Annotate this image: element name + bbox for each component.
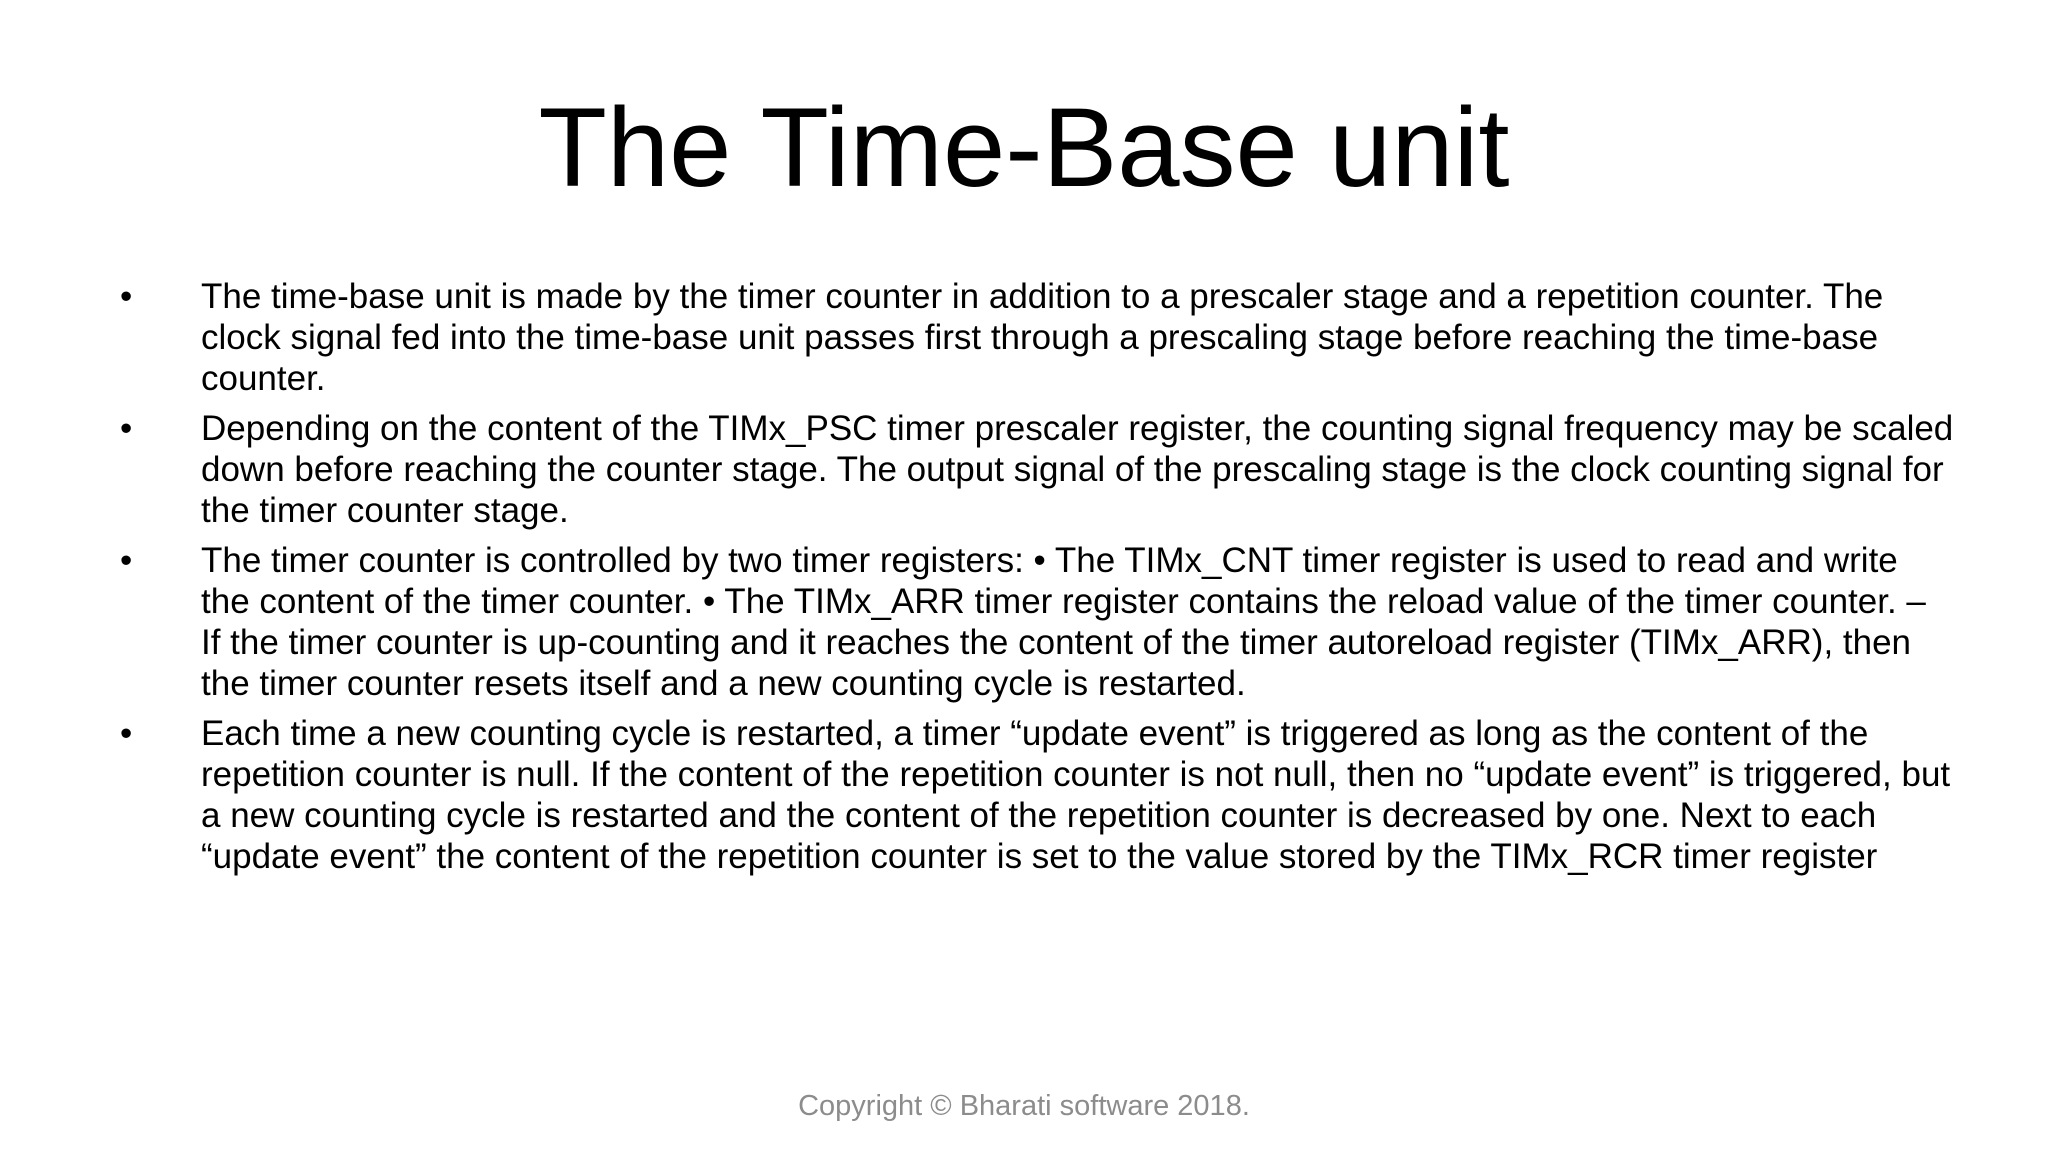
bullet-marker: • — [120, 714, 133, 753]
bullet-text: Depending on the content of the TIMx_PSC timer prescaler register, the counting signal frequency may be scaled down before reaching the counter stage. The output signal of the prescaling stage is the clock counting signal for the timer counter stage. — [201, 409, 1954, 530]
bullet-item — [114, 408, 1954, 531]
bullet-marker: • — [120, 409, 133, 448]
slide-title: The Time-Base unit — [538, 85, 1510, 210]
bullet-marker: • — [120, 541, 133, 580]
copyright-footer: Copyright © Bharati software 2018. — [798, 1090, 1250, 1122]
bullet-text: The timer counter is controlled by two timer registers: • The TIMx_CNT timer register is used to read and write the content of the timer counter. • The TIMx_ARR timer register contains the reload value of the timer counter. – If the timer counter is up-counting and it reaches the content of the timer autoreload register (TIMx_ARR), then the timer counter resets itself and a new counting cycle is restarted. — [201, 541, 1926, 703]
bullet-item — [114, 540, 1954, 704]
bullet-text: The time-base unit is made by the timer counter in addition to a prescaler stage and a repetition counter. The clock signal fed into the time-base unit passes first through a prescaling stage before reaching the time-base counter. — [201, 277, 1884, 398]
bullet-text: Each time a new counting cycle is restarted, a timer “update event” is triggered as long as the content of the repetition counter is null. If the content of the repetition counter is not null, then no “update event” is triggered, but a new counting cycle is restarted and the content of the repetition counter is decreased by one. Next to each “update event” the content of the repetition counter is set to the value stored by the TIMx_RCR timer register — [201, 714, 1951, 876]
bullet-list — [114, 276, 1954, 886]
bullet-item — [114, 276, 1954, 399]
bullet-marker: • — [120, 277, 133, 316]
bullet-item — [114, 713, 1954, 877]
